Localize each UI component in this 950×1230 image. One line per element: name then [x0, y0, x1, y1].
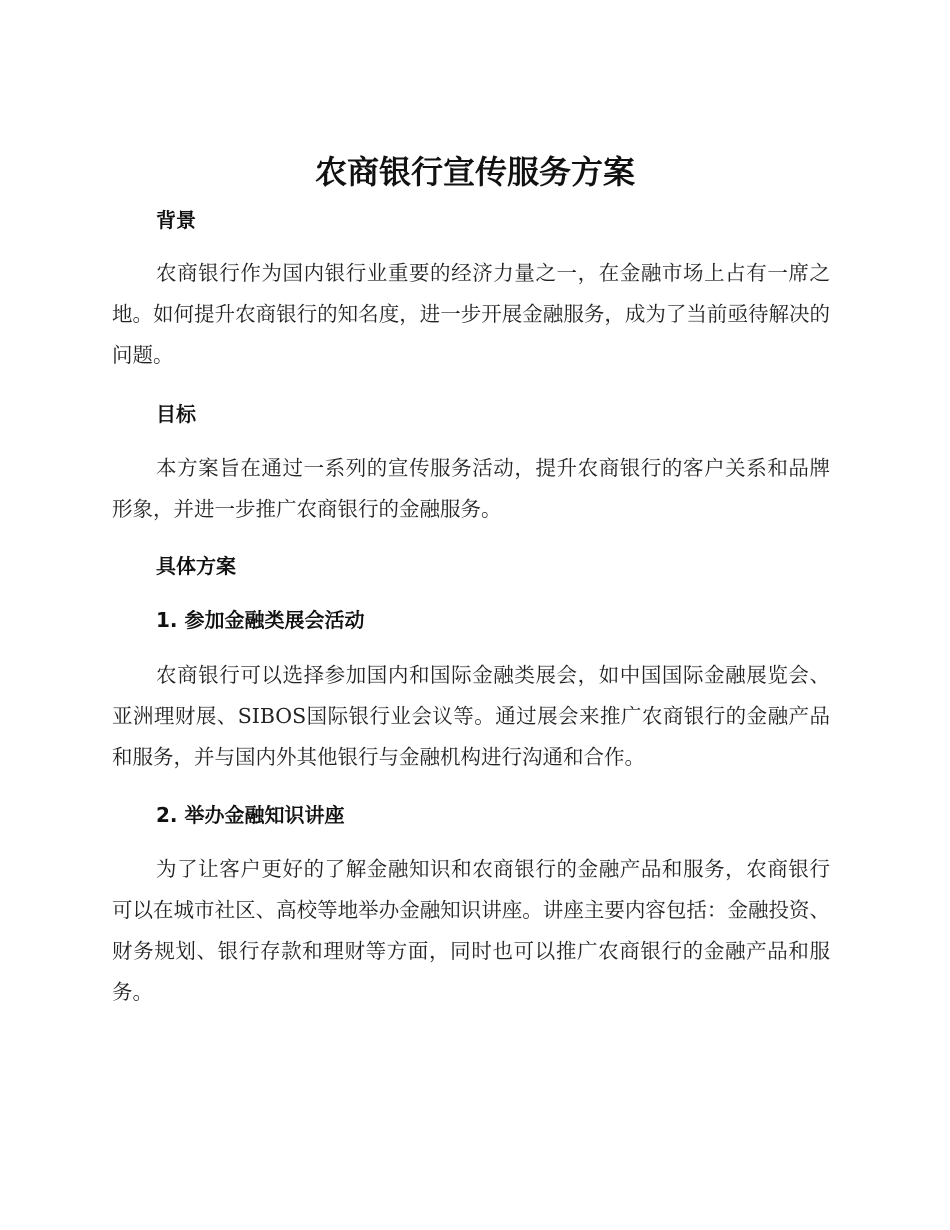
subsection-heading-exhibitions: 1. 参加金融类展会活动 [156, 608, 365, 632]
subsection-heading-lectures: 2. 举办金融知识讲座 [156, 803, 345, 827]
section-heading-background: 背景 [156, 208, 196, 232]
document-title: 农商银行宣传服务方案 [314, 153, 635, 191]
section-paragraph-background: 农商银行作为国内银行业重要的经济力量之一，在金融市场上占有一席之地。如何提升农商银行的知名度，进一步开展金融服务，成为了当前亟待解决的问题。 [112, 261, 830, 367]
subsection-paragraph-exhibitions: 农商银行可以选择参加国内和国际金融类展会，如中国国际金融展览会、亚洲理财展、SIBOS国际银行业会议等。通过展会来推广农商银行的金融产品和服务，并与国内外其他银行与金融机构进行沟通和合作。 [112, 663, 830, 769]
section-heading-plan: 具体方案 [156, 554, 236, 578]
subsection-paragraph-lectures: 为了让客户更好的了解金融知识和农商银行的金融产品和服务，农商银行可以在城市社区、高校等地举办金融知识讲座。讲座主要内容包括：金融投资、财务规划、银行存款和理财等方面，同时也可以推广农商银行的金融产品和服务。 [112, 857, 830, 1004]
section-paragraph-goal: 本方案旨在通过一系列的宣传服务活动，提升农商银行的客户关系和品牌形象，并进一步推广农商银行的金融服务。 [112, 456, 830, 521]
section-heading-goal: 目标 [156, 402, 196, 426]
